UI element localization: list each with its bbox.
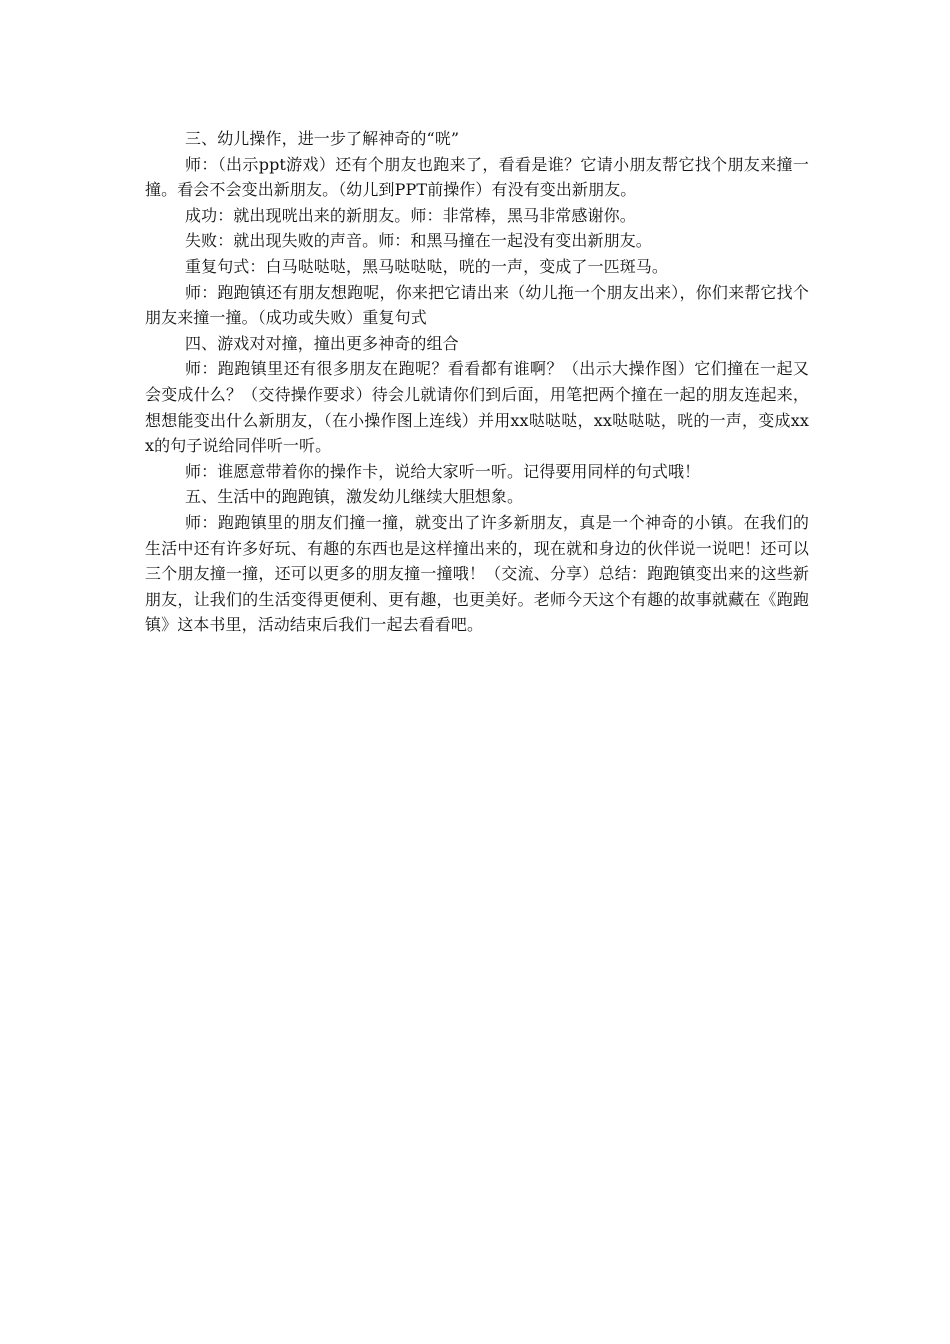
paragraph-teacher-more-friends: 师：跑跑镇还有朋友想跑呢，你来把它请出来（幼儿拖一个朋友出来），你们来帮它找个朋友来撞一撞。（成功或失败）重复句式 [145, 282, 809, 328]
paragraph-failure: 失败：就出现失败的声音。师：和黑马撞在一起没有变出新朋友。 [185, 231, 652, 251]
paragraph-teacher-ppt-game: 师：（出示ppt游戏）还有个朋友也跑来了，看看是谁？它请小朋友帮它找个朋友来撞一撞。看会不会变出新朋友。（幼儿到PPT前操作）有没有变出新朋友。 [145, 154, 809, 200]
section-heading-3: 三、幼儿操作，进一步了解神奇的“咣” [185, 129, 460, 148]
document-body [145, 126, 809, 638]
section-heading-4: 四、游戏对对撞，撞出更多神奇的组合 [185, 333, 459, 353]
paragraph-teacher-operation-chart: 师：跑跑镇里还有很多朋友在跑呢？看看都有谁啊？（出示大操作图）它们撞在一起又会变成什么？（交待操作要求）待会儿就请你们到后面，用笔把两个撞在一起的朋友连起来，想想能变出什么新朋友，（在小操作图上连线）并用xx哒哒哒，xx哒哒哒，咣的一声，变成xxx的句子说给同伴听一听。 [145, 359, 809, 456]
paragraph-success: 成功：就出现咣出来的新朋友。师：非常棒，黑马非常感谢你。 [185, 205, 636, 225]
paragraph-repeat-pattern: 重复句式：白马哒哒哒，黑马哒哒哒，咣的一声，变成了一匹斑马。 [185, 256, 669, 276]
section-heading-5: 五、生活中的跑跑镇，激发幼儿继续大胆想象。 [185, 487, 524, 507]
paragraph-teacher-summary: 师：跑跑镇里的朋友们撞一撞，就变出了许多新朋友，真是一个神奇的小镇。在我们的生活中还有许多好玩、有趣的东西也是这样撞出来的，现在就和身边的伙伴说一说吧！还可以三个朋友撞一撞，还可以更多的朋友撞一撞哦！（交流、分享）总结：跑跑镇变出来的这些新朋友，让我们的生活变得更便利、更有趣，也更美好。老师今天这个有趣的故事就藏在《跑跑镇》这本书里，活动结束后我们一起去看看吧。 [145, 512, 809, 635]
paragraph-teacher-share-card: 师：谁愿意带着你的操作卡，说给大家听一听。记得要用同样的句式哦！ [185, 461, 701, 481]
